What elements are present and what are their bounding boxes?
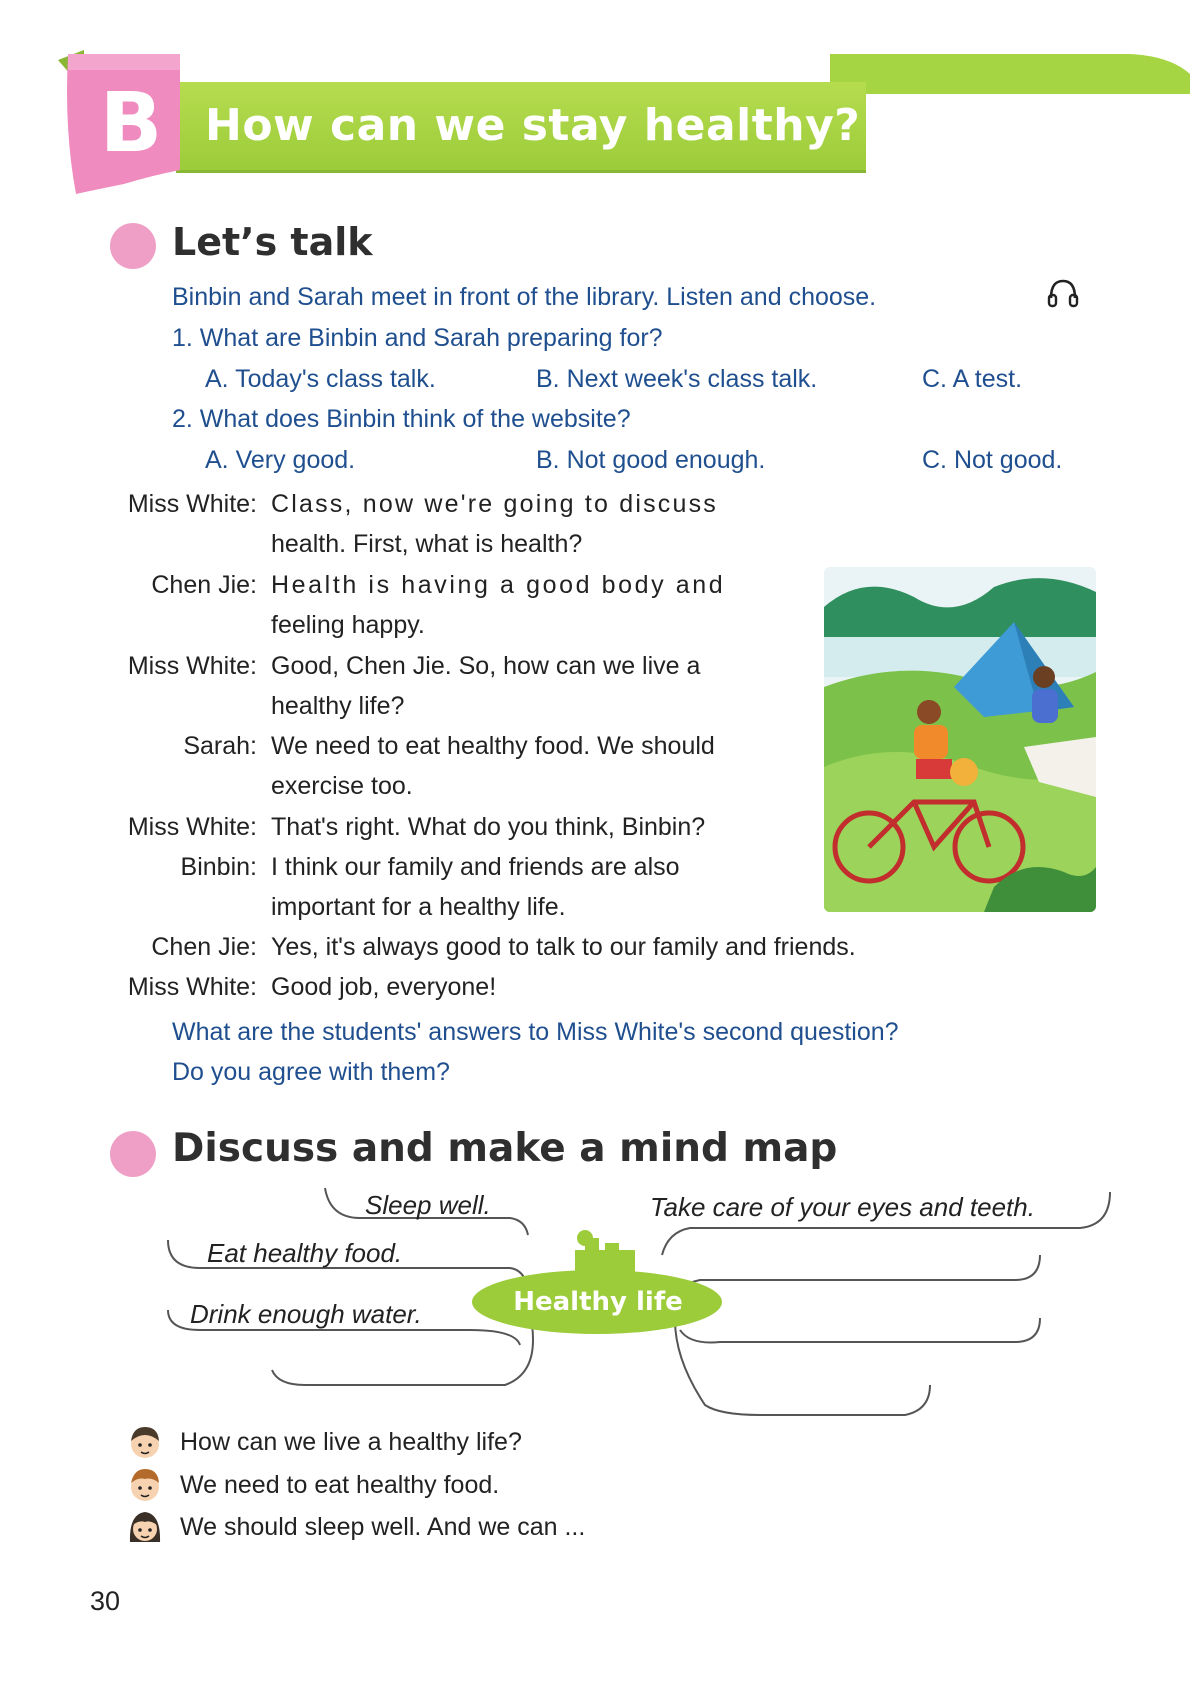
picnic-scene-illustration	[824, 567, 1096, 912]
question-2: 2. What does Binbin think of the website?	[172, 405, 631, 433]
dialogue-line: Good job, everyone!	[271, 973, 497, 1001]
dialogue-line: I think our family and friends are also	[271, 853, 680, 881]
section-bullet	[110, 223, 156, 269]
mind-map-branch: Take care of your eyes and teeth.	[650, 1192, 1035, 1222]
section-letter: B	[99, 76, 163, 171]
dialogue-line: We need to eat healthy food. We should	[271, 732, 715, 760]
followup-question-1: What are the students' answers to Miss White's second question?	[172, 1018, 899, 1046]
question-1-option-c[interactable]: C. A test.	[922, 365, 1023, 393]
dialogue-speaker: Miss White:	[127, 652, 257, 680]
dialogue-speaker: Miss White:	[127, 973, 257, 1001]
boy-face-icon	[128, 1423, 162, 1461]
dialogue-speaker: Chen Jie:	[151, 571, 257, 599]
mind-map-center: Healthy life	[513, 1287, 683, 1317]
section-title-lets-talk: Let’s talk	[172, 220, 373, 264]
followup-question-2: Do you agree with them?	[172, 1058, 450, 1086]
dialogue-line: Health is having a good body and	[271, 571, 726, 599]
dialogue-line: important for a healthy life.	[271, 893, 566, 921]
dialogue-line: How can we live a healthy life?	[180, 1428, 522, 1456]
dialogue-line: feeling happy.	[271, 611, 425, 639]
question-2-option-a[interactable]: A. Very good.	[205, 446, 356, 474]
dialogue-line: That's right. What do you think, Binbin?	[271, 813, 706, 841]
boy-face-icon	[128, 1466, 162, 1504]
question-2-option-c[interactable]: C. Not good.	[922, 446, 1063, 474]
dialogue-line: Class, now we're going to discuss	[271, 490, 718, 518]
headphones-icon[interactable]	[1046, 276, 1080, 310]
dialogue-speaker: Miss White:	[127, 490, 257, 518]
dialogue-speaker: Miss White:	[127, 813, 257, 841]
mind-map-branch: Eat healthy food.	[207, 1238, 403, 1268]
question-1-option-a[interactable]: A. Today's class talk.	[205, 365, 436, 393]
dialogue-speaker: Chen Jie:	[151, 933, 257, 961]
question-1-option-b[interactable]: B. Next week's class talk.	[536, 365, 818, 393]
dialogue-line: We should sleep well. And we can ...	[180, 1513, 586, 1541]
girl-face-icon	[128, 1508, 162, 1546]
dialogue-line: Good, Chen Jie. So, how can we live a	[271, 652, 701, 680]
dialogue-line: exercise too.	[271, 772, 413, 800]
dialogue-speaker: Binbin:	[180, 853, 257, 881]
mind-map-branch: Drink enough water.	[190, 1299, 422, 1329]
question-2-option-b[interactable]: B. Not good enough.	[536, 446, 766, 474]
mind-map-branch: Sleep well.	[365, 1190, 491, 1220]
banner-tail	[830, 54, 1190, 96]
dialogue-line: Yes, it's always good to talk to our family and friends.	[271, 933, 856, 961]
dialogue-line: healthy life?	[271, 692, 405, 720]
listening-instruction: Binbin and Sarah meet in front of the library. Listen and choose.	[172, 283, 877, 311]
dialogue-line: health. First, what is health?	[271, 530, 583, 558]
question-1: 1. What are Binbin and Sarah preparing for?	[172, 324, 663, 352]
page-number: 30	[90, 1586, 121, 1616]
dialogue-speaker: Sarah:	[183, 732, 257, 760]
page-title: How can we stay healthy?	[205, 100, 861, 151]
dialogue-line: We need to eat healthy food.	[180, 1471, 500, 1499]
section-title-mind-map: Discuss and make a mind map	[172, 1126, 838, 1171]
